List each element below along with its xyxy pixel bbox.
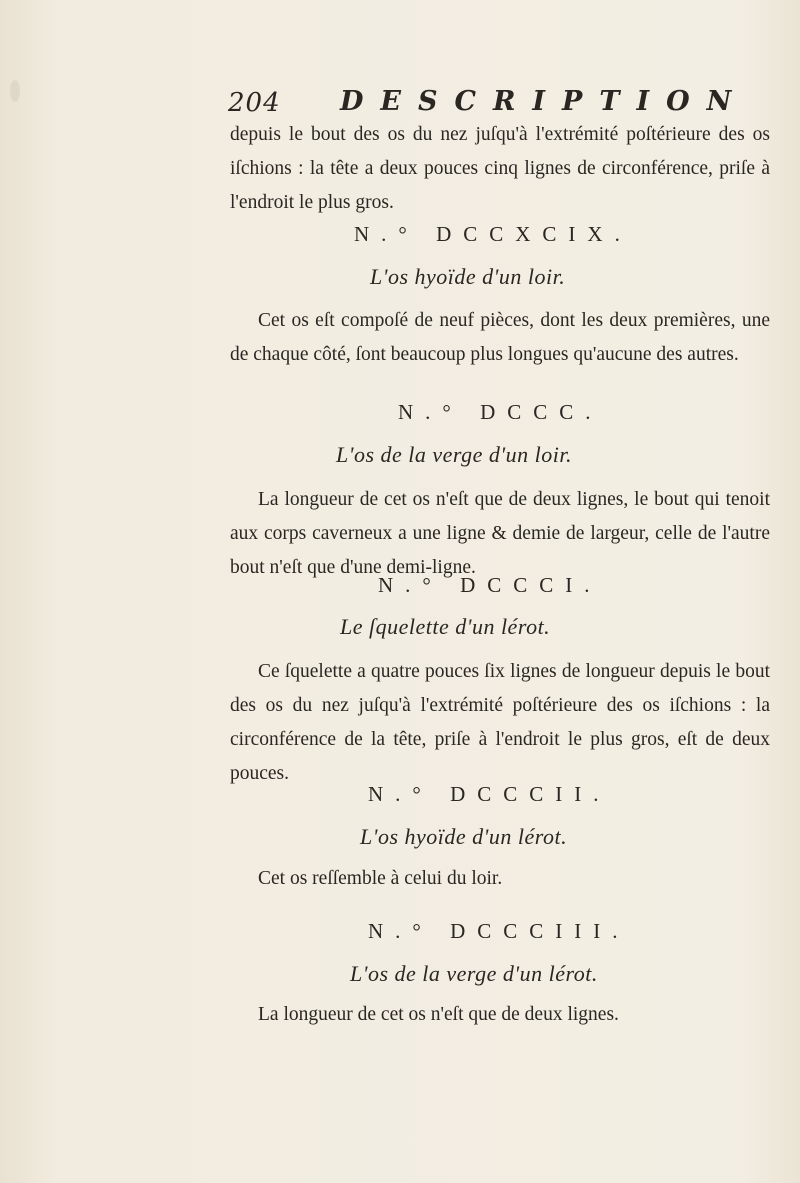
entry-paragraph [230,655,770,791]
running-title: DESCRIPTION [340,86,749,117]
entry-title: L'os hyoïde d'un lérot. [360,824,568,849]
entry-paragraph [230,304,770,372]
entry-title: L'os de la verge d'un loir. [336,442,572,467]
entry-text: Ce ſquelette a quatre pouces ſix lignes de longueur depuis le bout des os du nez juſqu'à l'extrémité poſtérieure des os iſchions : la circonférence de la tête, priſe à l'endroit le plus gros, eſt de deux pouces. [230,661,770,784]
entry-text: La longueur de cet os n'eſt que de deux lignes. [258,1004,619,1025]
entry-paragraph [230,998,770,1032]
intro-text: depuis le bout des os du nez juſqu'à l'extrémité poſtérieure des os iſchions : la tête a deux pouces cinq lignes de circonférence, priſe à l'endroit le plus gros. [230,124,770,213]
entry-paragraph [230,862,770,896]
entry-title: L'os de la verge d'un lérot. [350,961,598,986]
entry-number: N.° DCCXCIX. [354,222,632,246]
entry-text: La longueur de cet os n'eſt que de deux lignes, le bout qui tenoit aux corps caverneux a une ligne & demie de largeur, celle de l'autre bout n'eſt que d'une demi-ligne. [230,489,770,578]
entry-number: N.° DCCCII. [368,782,611,806]
paper-stain [10,80,20,102]
entry-number: N.° DCCCI. [378,573,602,597]
intro-paragraph [230,118,770,220]
entry-title: L'os hyoïde d'un loir. [370,264,566,289]
entry-number: N.° DCCCIII. [368,919,630,943]
entry-paragraph [230,483,770,585]
entry-text: Cet os reſſemble à celui du loir. [258,868,503,889]
page-number: 204 [228,88,281,118]
entry-title: Le ſquelette d'un lérot. [340,614,551,639]
page-header [228,86,749,122]
entry-number: N.° DCCC. [398,400,603,424]
entry-text: Cet os eſt compoſé de neuf pièces, dont les deux premières, une de chaque côté, ſont beaucoup plus longues qu'aucune des autres. [230,310,770,365]
